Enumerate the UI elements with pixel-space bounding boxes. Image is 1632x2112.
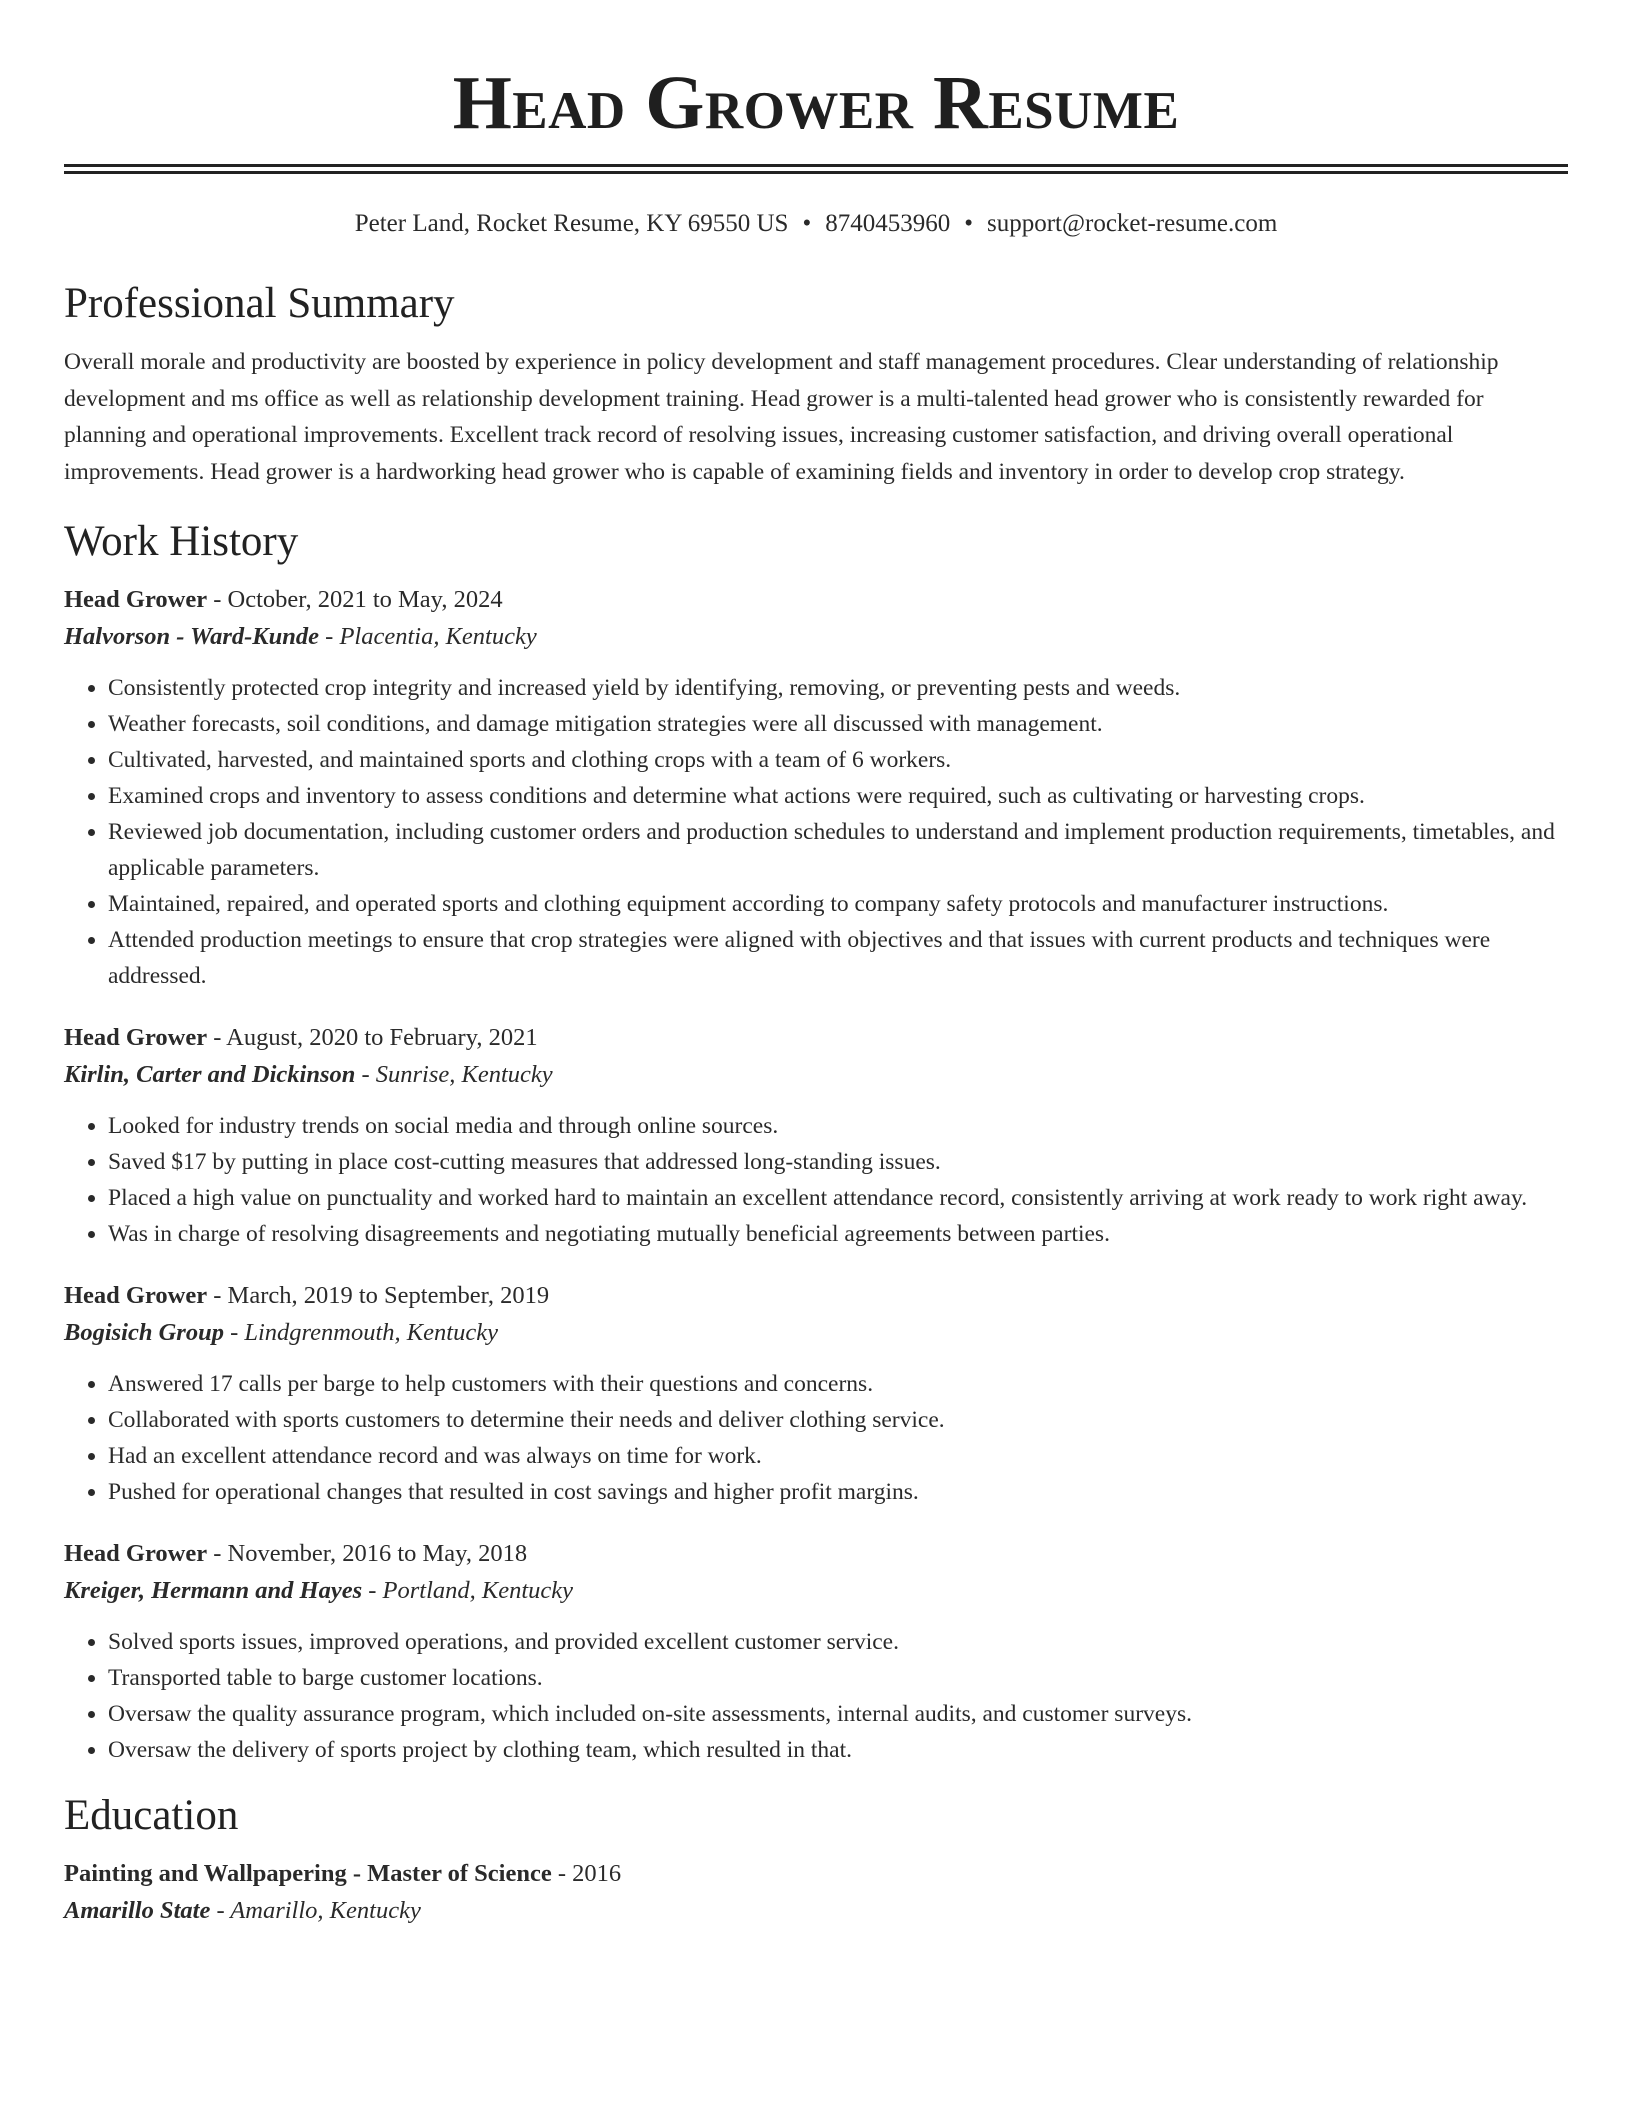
job-bullets	[64, 1366, 1568, 1510]
job-role: Head Grower	[64, 1282, 208, 1309]
job-dates: - August, 2020 to February, 2021	[207, 1024, 538, 1051]
work-history-list	[64, 582, 1568, 1768]
job-dates: - November, 2016 to May, 2018	[207, 1540, 528, 1567]
summary-text: Overall morale and productivity are boosted by experience in policy development and staff management procedures. Clear understanding of relationship development and ms office as well as relationship development training. Head grower is a multi-talented head grower who is consistently rewarded for planning and operational improvements. Excellent track record of resolving issues, increasing customer satisfaction, and driving overall operational improvements. Head grower is a hardworking head grower who is capable of examining fields and inventory in order to develop crop strategy.	[64, 349, 1499, 485]
job-bullet: • Oversaw the quality assurance program, which included on-site assessments, internal audits, and customer surveys.	[108, 1696, 1568, 1732]
education-header	[64, 1856, 1568, 1892]
job-company: Kreiger, Hermann and Hayes	[64, 1577, 363, 1604]
education-location: - Amarillo, Kentucky	[210, 1897, 421, 1924]
job-role: Head Grower	[64, 1024, 208, 1051]
job-bullet: • Answered 17 calls per barge to help customers with their questions and concerns.	[108, 1366, 1568, 1402]
education-heading: Education	[64, 1792, 239, 1839]
job-bullet: • Placed a high value on punctuality and worked hard to maintain an excellent attendance record, consistently arriving at work ready to work right away.	[108, 1180, 1568, 1216]
resume-title: Head Grower Resume	[452, 61, 1180, 145]
job-header	[64, 582, 1568, 618]
job-bullet: • Collaborated with sports customers to determine their needs and deliver clothing service.	[108, 1402, 1568, 1438]
job-bullet: • Consistently protected crop integrity and increased yield by identifying, removing, or preventing pests and weeds.	[108, 670, 1568, 706]
job-employer	[64, 1314, 1568, 1352]
job-entry	[64, 1536, 1568, 1768]
job-company: Bogisich Group	[64, 1319, 224, 1346]
job-role: Head Grower	[64, 586, 208, 613]
contact-separator: •	[802, 210, 812, 237]
summary-heading: Professional Summary	[64, 280, 455, 327]
job-header	[64, 1278, 1568, 1314]
job-employer	[64, 1572, 1568, 1610]
education-institution	[64, 1892, 1568, 1930]
job-dates: - October, 2021 to May, 2024	[207, 586, 503, 613]
job-role: Head Grower	[64, 1540, 208, 1567]
job-bullet: • Solved sports issues, improved operations, and provided excellent customer service.	[108, 1624, 1568, 1660]
contact-address: Peter Land, Rocket Resume, KY 69550 US	[354, 210, 789, 237]
job-employer	[64, 618, 1568, 656]
job-bullets	[64, 1108, 1568, 1252]
contact-separator: •	[964, 210, 973, 237]
education-entry	[64, 1856, 1568, 1930]
job-entry	[64, 582, 1568, 994]
job-bullet: • Saved $17 by putting in place cost-cutting measures that addressed long-standing issues.	[108, 1144, 1568, 1180]
job-location: - Placentia, Kentucky	[319, 623, 537, 650]
contact-line	[64, 208, 1568, 240]
job-bullet: • Weather forecasts, soil conditions, and damage mitigation strategies were all discussed with management.	[108, 706, 1568, 742]
job-entry	[64, 1020, 1568, 1252]
contact-phone: 8740453960	[825, 210, 951, 237]
work-history-heading: Work History	[64, 518, 299, 565]
job-bullet: • Looked for industry trends on social media and through online sources.	[108, 1108, 1568, 1144]
job-location: - Portland, Kentucky	[362, 1577, 574, 1604]
education-degree: Painting and Wallpapering - Master of Science	[64, 1860, 552, 1887]
job-bullet: • Pushed for operational changes that resulted in cost savings and higher profit margins.	[108, 1474, 1568, 1510]
job-bullets	[64, 670, 1568, 994]
job-bullet: • Cultivated, harvested, and maintained sports and clothing crops with a team of 6 workers.	[108, 742, 1568, 778]
job-company: Kirlin, Carter and Dickinson	[64, 1061, 356, 1088]
job-bullet: • Maintained, repaired, and operated sports and clothing equipment according to company safety protocols and manufacturer instructions.	[108, 886, 1568, 922]
job-bullet: • Oversaw the delivery of sports project by clothing team, which resulted in that.	[108, 1732, 1568, 1768]
job-location: - Sunrise, Kentucky	[355, 1061, 553, 1088]
title-divider	[64, 164, 1568, 174]
job-bullet: • Examined crops and inventory to assess conditions and determine what actions were required, such as cultivating or harvesting crops.	[108, 778, 1568, 814]
job-dates: - March, 2019 to September, 2019	[207, 1282, 550, 1309]
job-bullet: • Transported table to barge customer locations.	[108, 1660, 1568, 1696]
job-header	[64, 1020, 1568, 1056]
job-entry	[64, 1278, 1568, 1510]
job-bullets	[64, 1624, 1568, 1768]
job-bullet: • Reviewed job documentation, including customer orders and production schedules to understand and implement production requirements, timetables, and applicable parameters.	[108, 814, 1568, 886]
job-bullet: • Had an excellent attendance record and was always on time for work.	[108, 1438, 1568, 1474]
job-company: Halvorson - Ward-Kunde	[64, 623, 320, 650]
job-bullet: • Attended production meetings to ensure that crop strategies were aligned with objectives and that issues with current products and techniques were addressed.	[108, 922, 1568, 994]
education-year: - 2016	[551, 1860, 622, 1887]
job-employer	[64, 1056, 1568, 1094]
education-school: Amarillo State	[64, 1897, 211, 1924]
job-location: - Lindgrenmouth, Kentucky	[223, 1319, 498, 1346]
job-bullet: • Was in charge of resolving disagreements and negotiating mutually beneficial agreements between parties.	[108, 1216, 1568, 1252]
job-header	[64, 1536, 1568, 1572]
contact-email: support@rocket-resume.com	[986, 210, 1278, 237]
